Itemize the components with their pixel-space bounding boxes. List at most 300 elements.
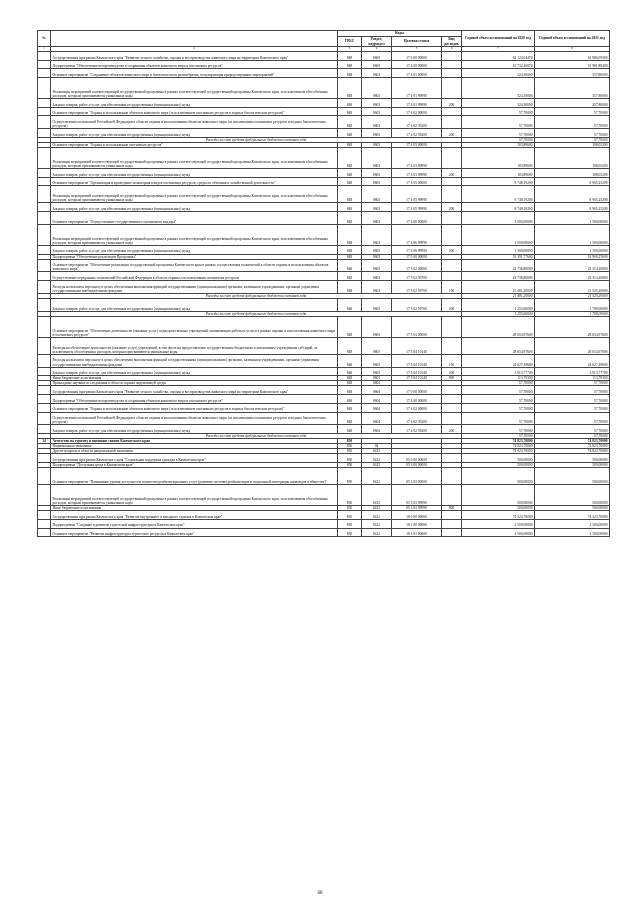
header-name bbox=[51, 31, 338, 47]
cell-section: 0603 bbox=[362, 376, 392, 381]
cell-2020: 3 913,77700 bbox=[462, 367, 535, 376]
cell-number bbox=[38, 272, 51, 281]
cell-section: 0604 bbox=[362, 403, 392, 412]
cell-number bbox=[38, 69, 51, 78]
cell-section: 0603 bbox=[362, 177, 392, 186]
cell-section: 0603 bbox=[362, 169, 392, 178]
cell-exptype: 200 bbox=[442, 299, 462, 312]
cell-section: 0604 bbox=[362, 395, 392, 404]
cell-section: 0412 bbox=[362, 506, 392, 511]
cell-exptype: 200 bbox=[442, 425, 462, 434]
cell-exptype bbox=[442, 511, 462, 520]
cell-section: 0603 bbox=[362, 254, 392, 259]
cell-2020: 22 736,80000 bbox=[462, 259, 535, 272]
table-row bbox=[38, 203, 610, 212]
cell-grbs: 850 bbox=[338, 454, 362, 463]
cell-target: 17 5 02 00000 bbox=[392, 259, 442, 272]
table-row bbox=[38, 60, 610, 69]
cell-exptype bbox=[442, 412, 462, 425]
cell-grbs: 848 bbox=[338, 425, 362, 434]
cell-exptype bbox=[442, 386, 462, 395]
cell-grbs: 848 bbox=[338, 259, 362, 272]
cell-grbs: 848 bbox=[338, 245, 362, 254]
cell-2021: 500,00000 bbox=[535, 485, 610, 506]
cell-name: Государственная программа Камчатского края "Развитие лесного хозяйства, охраны и воспроизводства животного мира на территории Камчатского края" bbox=[51, 386, 338, 395]
cell-2020: 324,50000 bbox=[462, 69, 535, 78]
cell-section: 0603 bbox=[362, 129, 392, 138]
cell-number bbox=[38, 177, 51, 186]
cell-section: 0604 bbox=[362, 412, 392, 425]
cell-section: 0603 bbox=[362, 148, 392, 169]
cell-target: 05 3 03 99990 bbox=[392, 485, 442, 506]
cell-name: Реализация мероприятий соответствующей государственной программы в рамках соответствующей государственной программы Камчатского края, за исключением обособленных расходов, которым присваиваются уникальные коды bbox=[51, 148, 338, 169]
cell-number bbox=[38, 60, 51, 69]
cell-target: 17 0 00 00000 bbox=[392, 52, 442, 61]
cell-target: 18 1 00 00000 bbox=[392, 519, 442, 528]
cell-2020: 22 736,80000 bbox=[462, 272, 535, 281]
cell-2020: 28 654,97600 bbox=[462, 337, 535, 354]
header-2021: Годовой объем ассигнований на 2021 год bbox=[535, 31, 610, 47]
table-row bbox=[38, 395, 610, 404]
cell-target: 17 4 00 00000 bbox=[392, 60, 442, 69]
cell-exptype: 200 bbox=[442, 129, 462, 138]
index-cell: 6 bbox=[442, 47, 462, 52]
table-row bbox=[38, 212, 610, 225]
cell-name: Прикладные научные исследования в области охраны окружающей среды bbox=[51, 381, 338, 386]
cell-grbs: 850 bbox=[338, 449, 362, 454]
cell-name: Реализация мероприятий соответствующей государственной программы в рамках соответствующей государственной программы Камчатского края, за исключением обособленных расходов, которым присваиваются уникальные коды bbox=[51, 186, 338, 203]
table-row bbox=[38, 272, 610, 281]
cell-name: Агентство по туризму и внешним связям Камчатского края bbox=[51, 439, 338, 444]
index-cell: 2 bbox=[51, 47, 338, 52]
table-row bbox=[38, 281, 610, 294]
cell-name: Государственная программа Камчатского края "Развитие внутреннего и въездного туризма в Камчатском крае" bbox=[51, 511, 338, 520]
cell-section: 0603 bbox=[362, 354, 392, 367]
cell-2020: 57,70000 bbox=[462, 403, 535, 412]
cell-number bbox=[38, 316, 51, 337]
cell-2021: 62 986,09380 bbox=[535, 52, 610, 61]
cell-number bbox=[38, 245, 51, 254]
cell-2021: 2 500,00000 bbox=[535, 519, 610, 528]
table-row bbox=[38, 107, 610, 116]
cell-grbs: 848 bbox=[338, 412, 362, 425]
cell-2021: 3 913,77700 bbox=[535, 367, 610, 376]
table-row bbox=[38, 116, 610, 129]
cell-grbs: 848 bbox=[338, 254, 362, 259]
cell-exptype bbox=[442, 337, 462, 354]
cell-target: 17 5 04 10140 bbox=[392, 367, 442, 376]
cell-2021: 74 823,70000 bbox=[535, 449, 610, 454]
cell-section: 0603 bbox=[362, 224, 392, 245]
cell-2020: 28 654,97600 bbox=[462, 316, 535, 337]
cell-name: Реализация мероприятий соответствующей государственной программы в рамках соответствующей государственной программы Камчатского края, за исключением обособленных расходов, которым присваиваются уникальные коды bbox=[51, 78, 338, 99]
cell-target: 17 5 04 10140 bbox=[392, 337, 442, 354]
cell-target: 17 4 05 99990 bbox=[392, 186, 442, 203]
table-row bbox=[38, 454, 610, 463]
cell-grbs: 848 bbox=[338, 403, 362, 412]
cell-grbs: 850 bbox=[338, 519, 362, 528]
cell-name: Основное мероприятие "Обеспечение деятельности (оказание услуг) подведомственных учреждений, оказывающих работы и услуги в рамках охраны и использования животного мира и охотничьих ресурсов" bbox=[51, 316, 338, 337]
cell-grbs: 850 bbox=[338, 485, 362, 506]
cell-2020: 74 823,70000 bbox=[462, 439, 535, 444]
cell-2020: 2 500,00000 bbox=[462, 528, 535, 537]
cell-2020: 8 748,19200 bbox=[462, 177, 535, 186]
cell-grbs: 848 bbox=[338, 107, 362, 116]
cell-number bbox=[38, 354, 51, 367]
cell-exptype bbox=[442, 454, 462, 463]
cell-grbs: 848 bbox=[338, 143, 362, 148]
cell-number: 34 bbox=[38, 439, 51, 444]
cell-name: Расходы на выплаты персоналу в целях обеспечения выполнения функций государственными (муниципальными) органами, казенными учреждениями, органами управления государственными внебюджетными фондами bbox=[51, 281, 338, 294]
cell-number bbox=[38, 528, 51, 537]
header-grbs: ГРБС bbox=[338, 37, 362, 47]
cell-target: 17 0 00 00000 bbox=[392, 386, 442, 395]
cell-section: 0603 bbox=[362, 60, 392, 69]
cell-2020: 74 323,70000 bbox=[462, 511, 535, 520]
cell-name: Основное мероприятие "Развитие инфраструктуры туристских ресурсов в Камчатском крае" bbox=[51, 528, 338, 537]
cell-2021: 1 789,00000 bbox=[535, 311, 610, 316]
cell-name: Закупка товаров, работ и услуг для обеспечения государственных (муниципальных) нужд bbox=[51, 203, 338, 212]
cell-2020: 57,70000 bbox=[462, 425, 535, 434]
cell-grbs: 848 bbox=[338, 299, 362, 312]
cell-2021: 1 500,00000 bbox=[535, 224, 610, 245]
cell-exptype bbox=[442, 107, 462, 116]
cell-name: Закупка товаров, работ и услуг для обеспечения государственных (муниципальных) нужд bbox=[51, 169, 338, 178]
cell-2021: 1 500,00000 bbox=[535, 212, 610, 225]
cell-target: 17 5 02 59700 bbox=[392, 281, 442, 294]
cell-grbs: 848 bbox=[338, 281, 362, 294]
cell-2020: 500,00000 bbox=[462, 454, 535, 463]
cell-section: 0603 bbox=[362, 212, 392, 225]
table-row bbox=[38, 169, 610, 178]
cell-section: 0603 bbox=[362, 299, 392, 312]
budget-table bbox=[37, 30, 610, 537]
cell-target: 17 4 02 59200 bbox=[392, 116, 442, 129]
cell-2021: 57,70000 bbox=[535, 403, 610, 412]
header-section: Раздел, подраздел bbox=[362, 37, 392, 47]
index-cell: 3 bbox=[338, 47, 362, 52]
cell-target: 18 1 01 00000 bbox=[392, 528, 442, 537]
cell-number bbox=[38, 367, 51, 376]
cell-2021: 10 981,89400 bbox=[535, 60, 610, 69]
cell-target: 17 4 03 99990 bbox=[392, 169, 442, 178]
cell-name: Основное мероприятие "Охрана и использование объектов животного мира (за исключением охотничьих ресурсов и водных биологических ресурсов)" bbox=[51, 107, 338, 116]
cell-number bbox=[38, 511, 51, 520]
cell-grbs: 848 bbox=[338, 395, 362, 404]
cell-grbs: 848 bbox=[338, 52, 362, 61]
cell-2020: 21 481,20000 bbox=[462, 293, 535, 298]
cell-2021: 57,70000 bbox=[535, 137, 610, 142]
cell-grbs: 848 bbox=[338, 367, 362, 376]
cell-exptype bbox=[442, 60, 462, 69]
table-row bbox=[38, 148, 610, 169]
cell-2021: 113,78300 bbox=[535, 376, 610, 381]
cell-number bbox=[38, 224, 51, 245]
cell-2021: 24 627,39600 bbox=[535, 354, 610, 367]
cell-2020: 1 255,60000 bbox=[462, 299, 535, 312]
cell-grbs: 848 bbox=[338, 272, 362, 281]
cell-2020: 103,89600 bbox=[462, 143, 535, 148]
cell-number bbox=[38, 454, 51, 463]
cell-2021: 57,70000 bbox=[535, 129, 610, 138]
cell-target: 17 4 01 00000 bbox=[392, 69, 442, 78]
cell-exptype bbox=[442, 212, 462, 225]
cell-2021: 51 969,25600 bbox=[535, 254, 610, 259]
cell-section: 0603 bbox=[362, 367, 392, 376]
cell-number bbox=[38, 386, 51, 395]
cell-grbs: 850 bbox=[338, 511, 362, 520]
cell-number bbox=[38, 412, 51, 425]
cell-2021: 1 500,00000 bbox=[535, 245, 610, 254]
cell-exptype bbox=[442, 78, 462, 99]
cell-2020: 24 627,39600 bbox=[462, 354, 535, 367]
cell-2020: 21 481,20000 bbox=[462, 281, 535, 294]
cell-target: 17 4 01 99990 bbox=[392, 99, 442, 108]
cell-section: 04 bbox=[362, 444, 392, 449]
cell-section: 0603 bbox=[362, 272, 392, 281]
cell-name: Закупка товаров, работ и услуг для обеспечения государственных (муниципальных) нужд bbox=[51, 99, 338, 108]
header-exptype: Вид расходов bbox=[442, 37, 462, 47]
cell-section: 0603 bbox=[362, 107, 392, 116]
cell-2020: 57,70000 bbox=[462, 395, 535, 404]
index-cell: 4 bbox=[362, 47, 392, 52]
cell-number bbox=[38, 403, 51, 412]
cell-2020: 500,00000 bbox=[462, 463, 535, 468]
cell-2020: 8 748,19200 bbox=[462, 186, 535, 203]
cell-exptype: 800 bbox=[442, 376, 462, 381]
cell-target: 17 5 02 59700 bbox=[392, 272, 442, 281]
cell-grbs: 848 bbox=[338, 60, 362, 69]
cell-target: 17 4 02 00000 bbox=[392, 403, 442, 412]
cell-number bbox=[38, 468, 51, 485]
cell-number bbox=[38, 148, 51, 169]
cell-grbs: 848 bbox=[338, 381, 362, 386]
cell-exptype bbox=[442, 468, 462, 485]
cell-number bbox=[38, 52, 51, 61]
cell-section: 0603 bbox=[362, 259, 392, 272]
cell-2020: 500,00000 bbox=[462, 468, 535, 485]
cell-2021: 28 654,97600 bbox=[535, 316, 610, 337]
cell-2021: 57,70000 bbox=[535, 425, 610, 434]
cell-exptype: 100 bbox=[442, 281, 462, 294]
cell-grbs: 848 bbox=[338, 116, 362, 129]
cell-target: 17 4 01 99990 bbox=[392, 78, 442, 99]
cell-exptype bbox=[442, 69, 462, 78]
cell-2020: 74 823,70000 bbox=[462, 449, 535, 454]
cell-name: Другие вопросы в области национальной экономики bbox=[51, 449, 338, 454]
cell-target: 17 4 06 00000 bbox=[392, 212, 442, 225]
cell-section: 0603 bbox=[362, 337, 392, 354]
cell-exptype: 200 bbox=[442, 203, 462, 212]
cell-grbs: 850 bbox=[338, 444, 362, 449]
cell-name: Подпрограмма "Обеспечение воспроизводства и сохранения объектов животного мира и охотничьих ресурсов" bbox=[51, 395, 338, 404]
table-row bbox=[38, 52, 610, 61]
cell-name: Закупка товаров, работ и услуг для обеспечения государственных (муниципальных) нужд bbox=[51, 245, 338, 254]
cell-section: 0604 bbox=[362, 386, 392, 395]
cell-target: 17 4 05 99990 bbox=[392, 203, 442, 212]
cell-number bbox=[38, 212, 51, 225]
cell-grbs: 848 bbox=[338, 186, 362, 203]
table-row bbox=[38, 519, 610, 528]
index-cell: 5 bbox=[392, 47, 442, 52]
cell-note-text: Расходы за счет средств федерального бюджета составят года bbox=[51, 137, 462, 142]
cell-grbs: 848 bbox=[338, 78, 362, 99]
table-row bbox=[38, 299, 610, 312]
cell-2021: 57,70000 bbox=[535, 381, 610, 386]
cell-target: 17 5 04 10140 bbox=[392, 354, 442, 367]
cell-number bbox=[38, 169, 51, 178]
page-number: 68 bbox=[317, 891, 323, 896]
cell-2020: 8 748,19200 bbox=[462, 203, 535, 212]
cell-grbs: 848 bbox=[338, 169, 362, 178]
cell-2020: 57,70000 bbox=[462, 386, 535, 395]
table-row bbox=[38, 403, 610, 412]
cell-2021: 2 500,00000 bbox=[535, 528, 610, 537]
cell-section: 0603 bbox=[362, 316, 392, 337]
cell-section: 0603 bbox=[362, 143, 392, 148]
cell-target: 17 5 02 59700 bbox=[392, 299, 442, 312]
cell-exptype bbox=[442, 186, 462, 203]
cell-section: 0412 bbox=[362, 454, 392, 463]
table-row bbox=[38, 354, 610, 367]
cell-2020: 1 500,00000 bbox=[462, 224, 535, 245]
cell-exptype bbox=[442, 272, 462, 281]
cell-2021: 8 965,25200 bbox=[535, 177, 610, 186]
cell-number bbox=[38, 299, 51, 312]
table-row bbox=[38, 412, 610, 425]
cell-2021: 57,70000 bbox=[535, 434, 610, 439]
cell-number bbox=[38, 425, 51, 434]
cell-exptype bbox=[442, 519, 462, 528]
cell-note-text: Расходы за счет средств федерального бюджета составят года bbox=[51, 434, 462, 439]
cell-name: Подпрограмма "Обеспечение реализации Программы" bbox=[51, 254, 338, 259]
table-row bbox=[38, 78, 610, 99]
cell-2020: 51 391,77600 bbox=[462, 254, 535, 259]
cell-2020: 500,00000 bbox=[462, 506, 535, 511]
table-row bbox=[38, 316, 610, 337]
cell-exptype bbox=[442, 177, 462, 186]
cell-2020: 103,89600 bbox=[462, 148, 535, 169]
cell-target: 17 4 03 99990 bbox=[392, 148, 442, 169]
cell-name: Подпрограмма "Обеспечение воспроизводства и сохранения объектов животного мира и охотничьих ресурсов" bbox=[51, 60, 338, 69]
cell-name: Реализация мероприятий соответствующей государственной программы в рамках соответствующей государственной программы Камчатского края, за исключением обособленных расходов, которым присваиваются уникальные коды bbox=[51, 224, 338, 245]
table-row bbox=[38, 245, 610, 254]
cell-number bbox=[38, 107, 51, 116]
cell-target: 17 4 02 59200 bbox=[392, 425, 442, 434]
cell-number bbox=[38, 129, 51, 138]
cell-target: 18 0 00 00000 bbox=[392, 511, 442, 520]
cell-2021: 108,03200 bbox=[535, 169, 610, 178]
cell-target: 17 5 04 00000 bbox=[392, 316, 442, 337]
cell-2021: 1 789,00000 bbox=[535, 299, 610, 312]
cell-2020: 2 500,00000 bbox=[462, 519, 535, 528]
table-row bbox=[38, 129, 610, 138]
cell-name: Основное мероприятие "Осуществление государственного охотничьего надзора" bbox=[51, 212, 338, 225]
cell-section: 0412 bbox=[362, 485, 392, 506]
cell-target: 17 4 02 59200 bbox=[392, 129, 442, 138]
index-cell: 7 bbox=[462, 47, 535, 52]
cell-target: 05 3 00 00000 bbox=[392, 463, 442, 468]
cell-name: Закупка товаров, работ и услуг для обеспечения государственных (муниципальных) нужд bbox=[51, 299, 338, 312]
cell-2020: 324,50000 bbox=[462, 78, 535, 99]
cell-section: 0603 bbox=[362, 281, 392, 294]
cell-2021: 108,03200 bbox=[535, 148, 610, 169]
cell-2021: 74 823,70000 bbox=[535, 444, 610, 449]
cell-2021: 108,03200 bbox=[535, 143, 610, 148]
cell-name: Национальная экономика bbox=[51, 444, 338, 449]
cell-grbs: 848 bbox=[338, 354, 362, 367]
cell-grbs: 848 bbox=[338, 177, 362, 186]
cell-number bbox=[38, 78, 51, 99]
cell-exptype: 200 bbox=[442, 367, 462, 376]
cell-exptype bbox=[442, 148, 462, 169]
cell-name: Иные бюджетные ассигнования bbox=[51, 376, 338, 381]
cell-2021: 357,80000 bbox=[535, 99, 610, 108]
cell-section: 0603 bbox=[362, 69, 392, 78]
cell-2021: 357,80000 bbox=[535, 69, 610, 78]
cell-section: 0603 bbox=[362, 203, 392, 212]
cell-2020: 500,00000 bbox=[462, 485, 535, 506]
cell-2020: 57,70000 bbox=[462, 116, 535, 129]
cell-2020: 103,89600 bbox=[462, 169, 535, 178]
table-row bbox=[38, 468, 610, 485]
cell-number bbox=[38, 519, 51, 528]
cell-grbs: 848 bbox=[338, 69, 362, 78]
table-row bbox=[38, 259, 610, 272]
cell-exptype bbox=[442, 485, 462, 506]
cell-exptype bbox=[442, 224, 462, 245]
cell-exptype bbox=[442, 395, 462, 404]
cell-2021: 57,70000 bbox=[535, 107, 610, 116]
cell-2020: 57,70000 bbox=[462, 137, 535, 142]
cell-name: Основное мероприятие "Охрана и использование охотничьих ресурсов" bbox=[51, 143, 338, 148]
cell-2020: 10 732,26870 bbox=[462, 60, 535, 69]
cell-section: 0603 bbox=[362, 116, 392, 129]
cell-grbs: 848 bbox=[338, 129, 362, 138]
cell-grbs: 848 bbox=[338, 386, 362, 395]
cell-2020: 57,70000 bbox=[462, 434, 535, 439]
table-row bbox=[38, 186, 610, 203]
cell-target: 05 3 03 00000 bbox=[392, 468, 442, 485]
cell-2020: 1 500,00000 bbox=[462, 245, 535, 254]
cell-exptype bbox=[442, 403, 462, 412]
header-codes-group: Коды bbox=[338, 31, 462, 37]
cell-2021: 500,00000 bbox=[535, 506, 610, 511]
cell-section: 0604 bbox=[362, 425, 392, 434]
cell-exptype bbox=[442, 259, 462, 272]
cell-section: 0603 bbox=[362, 78, 392, 99]
index-cell: 1 bbox=[38, 47, 51, 52]
table-row bbox=[38, 386, 610, 395]
cell-number bbox=[38, 281, 51, 294]
cell-target: 05 0 00 00000 bbox=[392, 454, 442, 463]
cell-target: 17 5 04 10140 bbox=[392, 376, 442, 381]
cell-2021: 57,70000 bbox=[535, 412, 610, 425]
cell-section: 0603 bbox=[362, 52, 392, 61]
cell-grbs: 848 bbox=[338, 212, 362, 225]
cell-2020: 62 124,04470 bbox=[462, 52, 535, 61]
cell-2021: 57,70000 bbox=[535, 395, 610, 404]
cell-grbs: 850 bbox=[338, 528, 362, 537]
cell-name: Иные бюджетные ассигнования bbox=[51, 506, 338, 511]
cell-2020: 113,78300 bbox=[462, 376, 535, 381]
cell-note-text: Расходы за счет средств федерального бюджета составят года bbox=[51, 311, 462, 316]
cell-exptype: 200 bbox=[442, 245, 462, 254]
cell-section: 0412 bbox=[362, 519, 392, 528]
cell-name: Осуществление полномочий Российской Федерации в области охраны и использования объектов животного мира (за исключением охотничьих ресурсов и водных биологических ресурсов) bbox=[51, 116, 338, 129]
cell-grbs: 850 bbox=[338, 463, 362, 468]
cell-2021: 21 525,20000 bbox=[535, 281, 610, 294]
